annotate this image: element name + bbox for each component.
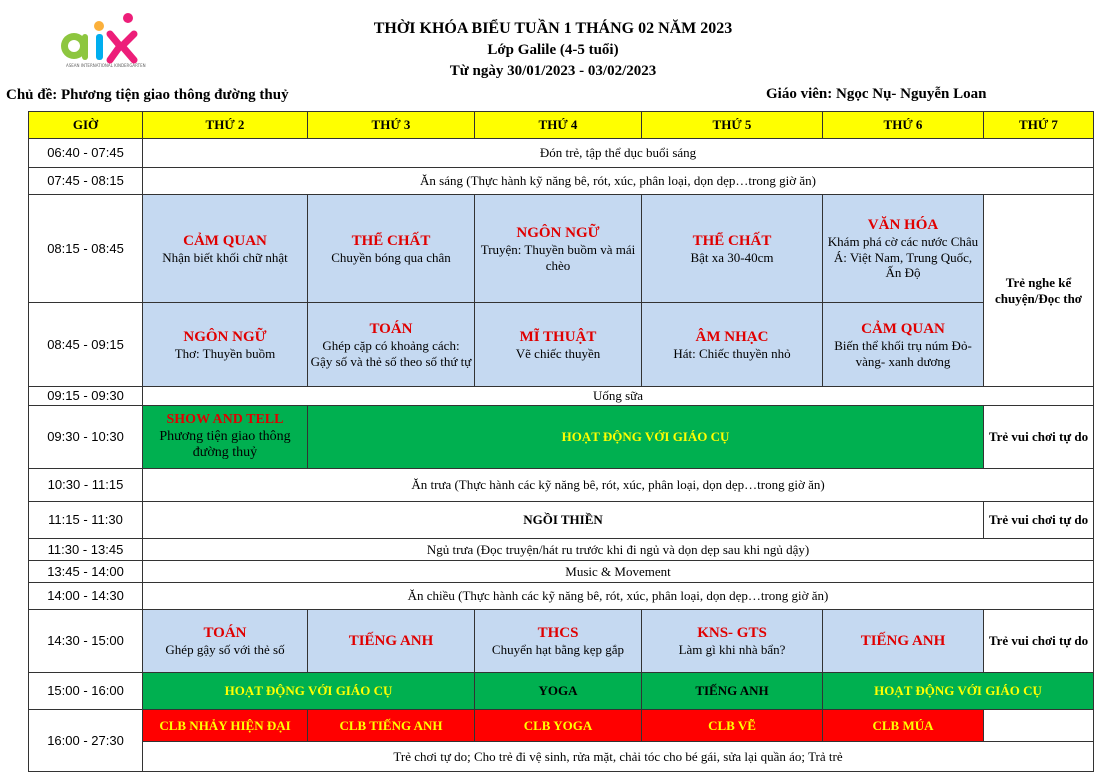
activity-cell: Trẻ chơi tự do; Cho trẻ đi vệ sinh, rửa mặt, chải tóc cho bé gái, sửa lại quần áo; Trả trẻ — [143, 742, 1094, 772]
table-row — [29, 139, 1094, 168]
club-cell: CLB TIẾNG ANH — [308, 710, 475, 742]
activity-title: NGÔN NGỮ — [183, 328, 267, 345]
col-thu: THỨ 5 — [642, 112, 823, 139]
col-time: GIỜ — [29, 112, 143, 139]
table-row — [29, 539, 1094, 561]
activity-text: Vẽ chiếc thuyền — [515, 345, 601, 361]
table-row — [29, 387, 1094, 406]
saturday-cell: Trẻ vui chơi tự do — [984, 502, 1094, 539]
activity-title: MĨ THUẬT — [519, 328, 597, 345]
activity-text: Chuyển hạt bằng kẹp gắp — [491, 642, 625, 658]
empty-cell — [984, 710, 1094, 742]
activity-title: TOÁN — [369, 320, 413, 337]
table-row — [29, 406, 1094, 469]
activity-title: TIẾNG ANH — [860, 633, 946, 649]
activity-cell: Music & Movement — [143, 561, 1094, 583]
col-sat: THỨ 7 — [984, 112, 1094, 139]
time-cell: 13:45 - 14:00 — [29, 561, 143, 583]
activity-cell: NGỒI THIỀN — [143, 502, 984, 539]
activity-title: CẢM QUAN — [183, 232, 267, 249]
activity-cell — [143, 610, 308, 673]
col-tue: THỨ 3 — [308, 112, 475, 139]
activity-title: ÂM NHẠC — [695, 328, 769, 345]
time-cell: 06:40 - 07:45 — [29, 139, 143, 168]
col-wed: THỨ 4 — [475, 112, 642, 139]
activity-cell: YOGA — [475, 673, 642, 710]
table-row — [29, 469, 1094, 502]
club-cell: CLB YOGA — [475, 710, 642, 742]
time-cell: 16:00 - 27:30 — [29, 710, 143, 772]
activity-cell — [475, 303, 642, 387]
topic-label: Chủ đề: Phương tiện giao thông đường thuỷ — [6, 87, 289, 103]
activity-text: Làm gì khi nhà bẩn? — [678, 642, 786, 658]
activity-cell — [642, 610, 823, 673]
timetable — [28, 111, 1094, 772]
activity-text: Truyện: Thuyền buồm và mái chèo — [480, 241, 636, 273]
activity-cell — [143, 303, 308, 387]
activity-text: Hát: Chiếc thuyền nhỏ — [673, 345, 791, 361]
activity-title: SHOW AND TELL — [166, 411, 284, 427]
club-cell: CLB MÚA — [823, 710, 984, 742]
page-title: THỜI KHÓA BIỂU TUẦN 1 THÁNG 02 NĂM 2023 — [373, 20, 733, 37]
activity-block: HOẠT ĐỘNG VỚI GIÁO CỤ — [823, 673, 1094, 710]
time-cell: 11:15 - 11:30 — [29, 502, 143, 539]
activity-cell: Ăn trưa (Thực hành các kỹ năng bê, rót, xúc, phân loại, dọn dẹp…trong giờ ăn) — [143, 469, 1094, 502]
activity-text: Nhận biết khối chữ nhật — [162, 249, 288, 265]
table-row — [29, 561, 1094, 583]
activity-title: THỂ CHẤT — [692, 232, 772, 249]
table-row — [29, 583, 1094, 610]
table-row — [29, 710, 1094, 742]
table-row — [29, 195, 1094, 303]
col-fri: THỨ 6 — [823, 112, 984, 139]
time-cell: 07:45 - 08:15 — [29, 168, 143, 195]
activity-cell: Ăn chiều (Thực hành các kỹ năng bê, rót, xúc, phân loại, dọn dẹp…trong giờ ăn) — [143, 583, 1094, 610]
time-cell: 08:45 - 09:15 — [29, 303, 143, 387]
activity-cell — [823, 303, 984, 387]
activity-cell — [475, 195, 642, 303]
header-row — [29, 112, 1094, 139]
table-row — [29, 502, 1094, 539]
activity-cell — [308, 195, 475, 303]
activity-title: CẢM QUAN — [861, 320, 945, 337]
club-cell: CLB VẼ — [642, 710, 823, 742]
school-logo — [58, 8, 158, 76]
activity-block: HOẠT ĐỘNG VỚI GIÁO CỤ — [143, 673, 475, 710]
activity-text: Khám phá cờ các nước Châu Á: Việt Nam, Trung Quốc, Ấn Độ — [827, 234, 979, 281]
teacher-label: Giáo viên: Ngọc Nụ- Nguyễn Loan — [766, 86, 987, 102]
time-cell: 09:15 - 09:30 — [29, 387, 143, 406]
time-cell: 10:30 - 11:15 — [29, 469, 143, 502]
activity-cell: Ngủ trưa (Đọc truyện/hát ru trước khi đi ngủ và dọn dẹp sau khi ngủ dậy) — [143, 539, 1094, 561]
activity-cell — [475, 610, 642, 673]
activity-cell: Uống sữa — [143, 387, 1094, 406]
activity-text: Ghép gậy số với thẻ số — [165, 642, 285, 658]
table-row — [29, 610, 1094, 673]
saturday-cell: Trẻ vui chơi tự do — [984, 610, 1094, 673]
activity-text: Thơ: Thuyền buồm — [174, 345, 276, 361]
time-cell: 08:15 - 08:45 — [29, 195, 143, 303]
time-cell: 15:00 - 16:00 — [29, 673, 143, 710]
table-row — [29, 168, 1094, 195]
class-name: Lớp Galile (4-5 tuổi) — [487, 42, 619, 58]
activity-title: TOÁN — [203, 625, 247, 642]
activity-cell — [642, 195, 823, 303]
table-row — [29, 673, 1094, 710]
date-range: Từ ngày 30/01/2023 - 03/02/2023 — [449, 63, 657, 79]
activity-text: Bật xa 30-40cm — [690, 249, 774, 265]
activity-title: VĂN HÓA — [867, 217, 939, 234]
activity-cell — [143, 195, 308, 303]
activity-text: Biến thể khối trụ núm Đỏ- vàng- xanh dương — [834, 337, 972, 369]
activity-cell — [143, 406, 308, 469]
time-cell: 09:30 - 10:30 — [29, 406, 143, 469]
activity-title: NGÔN NGỮ — [516, 224, 600, 241]
saturday-cell: Trẻ vui chơi tự do — [984, 406, 1094, 469]
activity-title: TIẾNG ANH — [348, 633, 434, 649]
activity-title: THCS — [537, 625, 579, 642]
activity-cell — [823, 610, 984, 673]
svg-text:ASEAN INTERNATIONAL KINDERGART: ASEAN INTERNATIONAL KINDERGARTEN — [66, 63, 146, 68]
time-cell: 14:00 - 14:30 — [29, 583, 143, 610]
activity-text: Phương tiện giao thông đường thuỷ — [159, 428, 291, 461]
activity-text: Chuyền bóng qua chân — [331, 249, 451, 265]
activity-title: KNS- GTS — [697, 625, 767, 642]
activity-cell: Ăn sáng (Thực hành kỹ năng bê, rót, xúc, phân loại, dọn dẹp…trong giờ ăn) — [143, 168, 1094, 195]
table-row — [29, 742, 1094, 772]
activity-cell — [823, 195, 984, 303]
time-cell: 11:30 - 13:45 — [29, 539, 143, 561]
activity-cell: TIẾNG ANH — [642, 673, 823, 710]
activity-text: Ghép cặp có khoảng cách: Gậy số và thẻ số theo số thứ tự — [310, 337, 472, 369]
activity-cell — [642, 303, 823, 387]
activity-title: THỂ CHẤT — [351, 232, 431, 249]
activity-cell — [308, 610, 475, 673]
time-cell: 14:30 - 15:00 — [29, 610, 143, 673]
club-cell: CLB NHẢY HIỆN ĐẠI — [143, 710, 308, 742]
col-mon: THỨ 2 — [143, 112, 308, 139]
saturday-cell: Trẻ nghe kể chuyện/Đọc thơ — [984, 195, 1094, 387]
activity-block: HOẠT ĐỘNG VỚI GIÁO CỤ — [308, 406, 984, 469]
activity-cell: Đón trẻ, tập thể dục buổi sáng — [143, 139, 1094, 168]
activity-cell — [308, 303, 475, 387]
table-row — [29, 303, 1094, 387]
